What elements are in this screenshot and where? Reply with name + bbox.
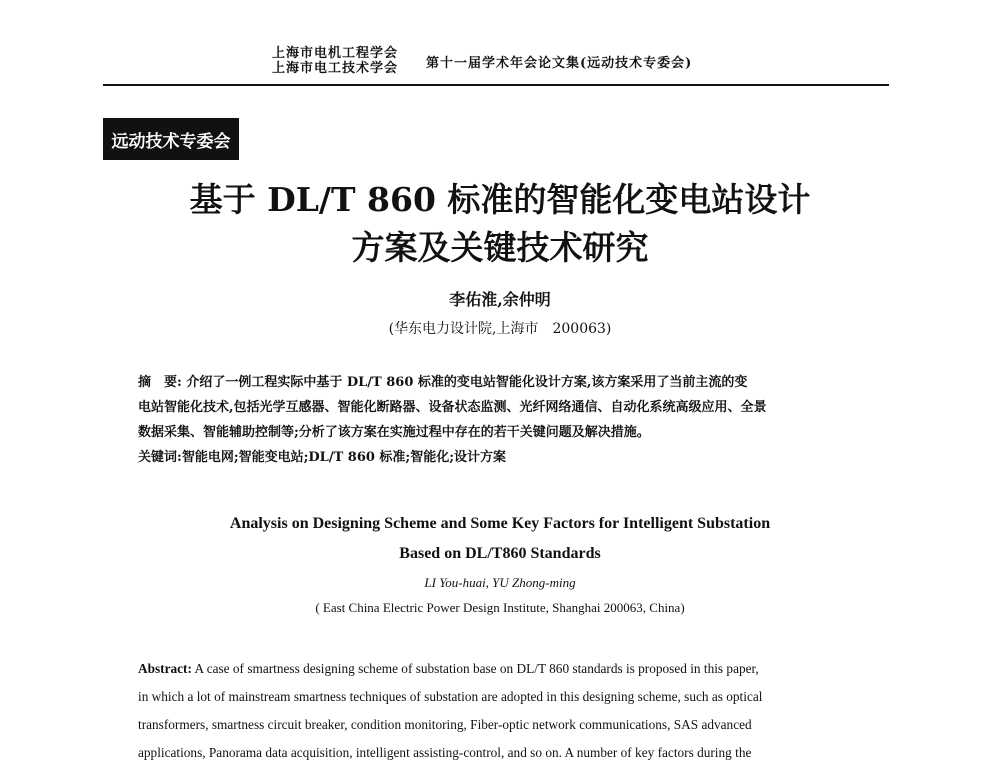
header-org-line1: 上海市电机工程学会	[272, 46, 399, 61]
abstract-en-label: Abstract:	[138, 661, 192, 676]
section-tag: 远动技术专委会	[103, 118, 239, 160]
keywords-zh	[138, 445, 856, 470]
title-en-line1: Analysis on Designing Scheme and Some Key Factors for Intelligent Substation	[229, 515, 771, 532]
header-organizations	[272, 46, 398, 76]
abstract-en-line1	[138, 655, 856, 683]
abstract-zh-line1	[138, 370, 856, 395]
abstract-zh-text1: 介绍了一例工程实际中基于 DL/T 860 标准的变电站智能化设计方案,该方案采用了当前主流的变	[186, 375, 748, 390]
abstract-en-text1: A case of smartness designing scheme of substation base on DL/T 860 standards is proposed in this paper,	[194, 661, 759, 676]
title-zh-line1: 基于 DL/T 860 标准的智能化变电站设计	[189, 180, 811, 219]
abstract-en-line2: in which a lot of mainstream smartness techniques of substation are adopted in this designing scheme, such as optical	[138, 689, 763, 704]
abstract-en	[138, 655, 856, 767]
keywords-zh-label: 关键词:	[138, 450, 182, 465]
abstract-en-line4: applications, Panorama data acquisition, intelligent assisting-control, and so on. A number of key factors during the	[138, 745, 752, 760]
affiliation-en: ( East China Electric Power Design Institute, Shanghai 200063, China)	[315, 600, 685, 615]
affiliation-zh: (华东电力设计院,上海市 200063)	[388, 321, 612, 337]
abstract-zh-line2: 电站智能化技术,包括光学互感器、智能化断路器、设备状态监测、光纤网络通信、自动化系统高级应用、全景	[138, 400, 767, 415]
abstract-zh	[138, 370, 856, 470]
title-en-line2: Based on DL/T860 Standards	[399, 545, 601, 562]
abstract-en-line3: transformers, smartness circuit breaker, condition monitoring, Fiber-optic network communications, SAS advanced	[138, 717, 752, 732]
abstract-zh-label: 摘 要:	[138, 375, 182, 390]
keywords-zh-text: 智能电网;智能变电站;DL/T 860 标准;智能化;设计方案	[181, 450, 507, 465]
abstract-zh-line3: 数据采集、智能辅助控制等;分析了该方案在实施过程中存在的若干关键问题及解决措施。	[138, 425, 650, 440]
title-zh-line2: 方案及关键技术研究	[351, 228, 649, 267]
header-org-line2: 上海市电工技术学会	[272, 61, 399, 76]
header-proceedings-title: 第十一届学术年会论文集(远动技术专委会)	[426, 56, 693, 71]
authors-en: LI You-huai, YU Zhong-ming	[424, 575, 576, 590]
header-rule	[103, 84, 889, 86]
authors-zh: 李佑淮,余仲明	[449, 290, 551, 309]
